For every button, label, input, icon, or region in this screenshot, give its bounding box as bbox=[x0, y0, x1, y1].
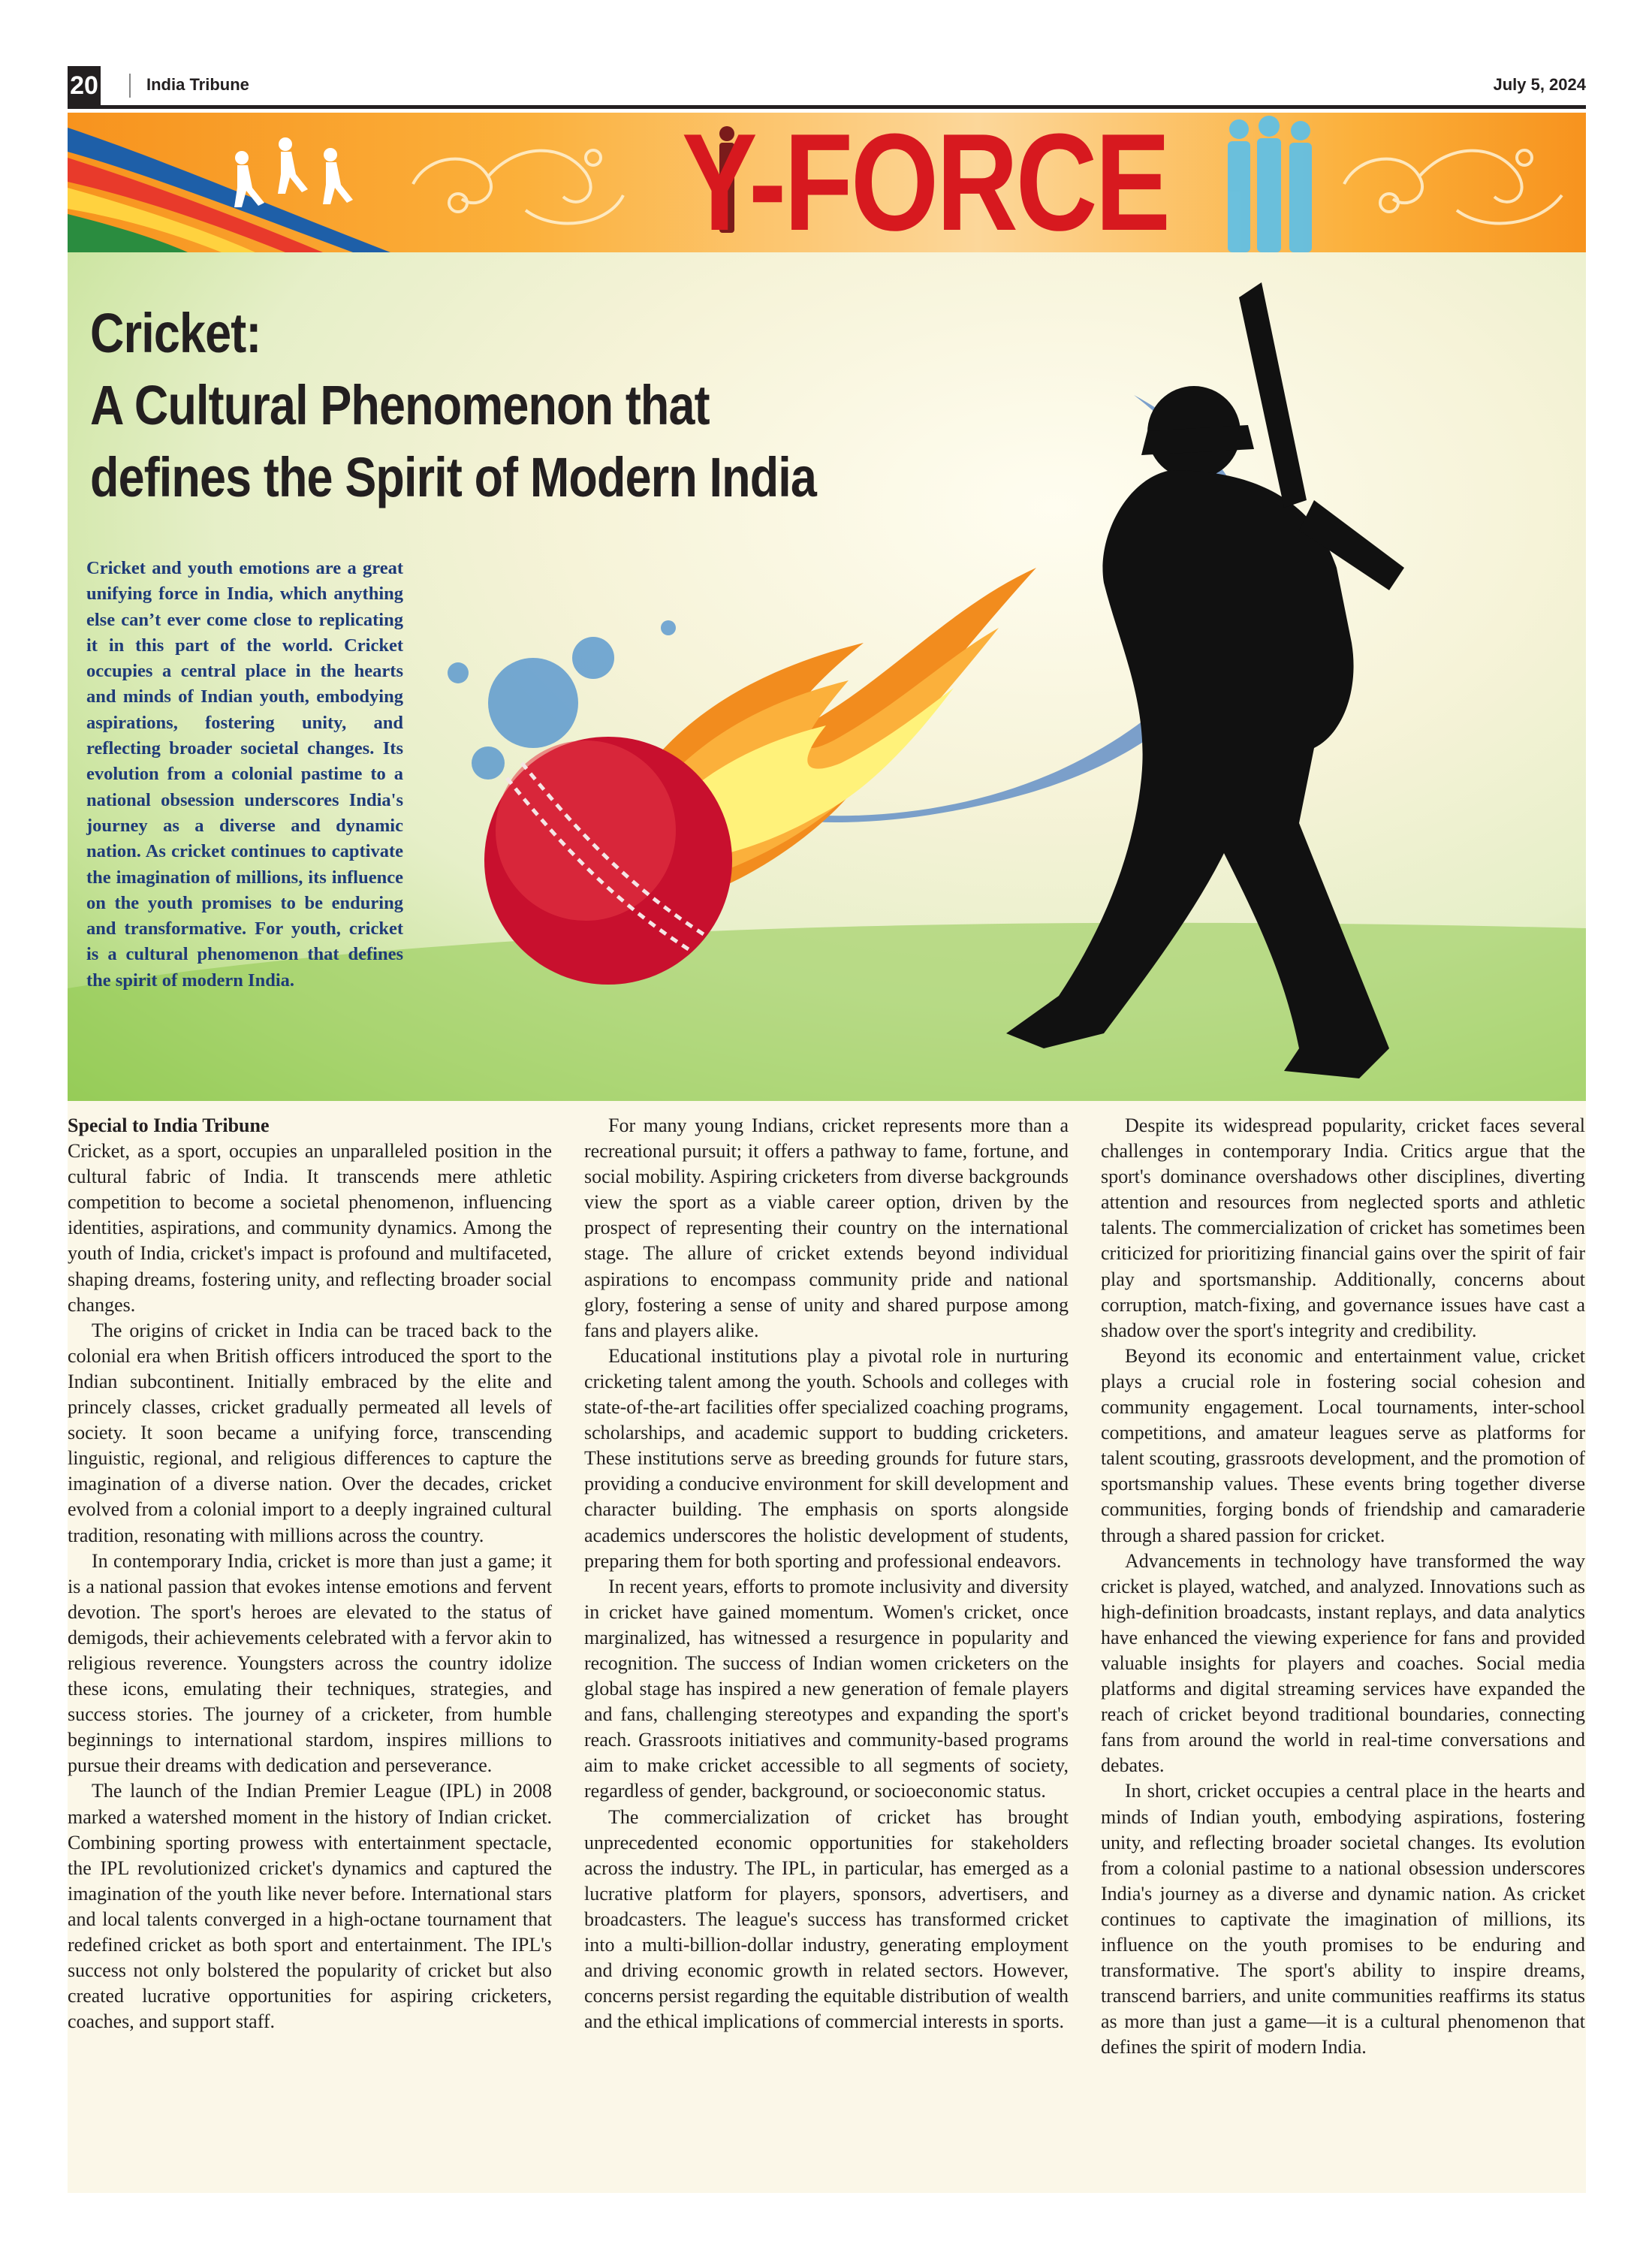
paragraph: The launch of the Indian Premier League (IPL) in 2008 marked a watershed moment in the history of Indian cricket. Combining sporting prowess with entertainment spectacle, the IPL revolutionized cricket's dynamics and captured the imagination of the youth like never before. International stars and local talents converged in a high-octane tournament that redefined cricket as both sport and entertainment. The IPL's success not only bolstered the popularity of cricket but also created lucrative opportunities for aspiring cricketers, coaches, and support staff. bbox=[68, 1780, 552, 2033]
hero-illustration bbox=[68, 252, 1586, 1101]
page-number: 20 bbox=[68, 66, 101, 105]
publication-name: India Tribune bbox=[146, 75, 249, 94]
paragraph: Advancements in technology have transformed the way cricket is played, watched, and analyzed. Innovations such as high-definition broadcasts, instant replays, and data analytics have enhanced the viewing experience for fans and provided valuable insights for players and coaches. Social media platforms and digital streaming services have expanded the reach of cricket beyond traditional boundaries, connecting fans from around the world in real-time conversations and debates. bbox=[1101, 1549, 1585, 1777]
headline-line-3: defines the Spirit of Modern India bbox=[90, 446, 817, 508]
paragraph: Despite its widespread popularity, cricket faces several challenges in contemporary India. Critics argue that the sport's dominance overshadows other disciplines, diverting attention and resources from neglected sports and athletic talents. The commercialization of cricket has sometimes been criticized for prioritizing financial gains over the spirit of fair play and sportsmanship. Additionally, concerns about corruption, match-fixing, and governance issues have cast a shadow over the sport's integrity and credibility. bbox=[1101, 1114, 1585, 1341]
article-body bbox=[68, 1101, 1586, 2193]
headline-line-1: Cricket: bbox=[90, 302, 261, 364]
cricket-ball-icon bbox=[484, 737, 732, 985]
article-column-2 bbox=[584, 1113, 1069, 2034]
issue-date: July 5, 2024 bbox=[1493, 75, 1586, 94]
swirl-ornament-left bbox=[413, 150, 623, 223]
runners-icon bbox=[234, 137, 353, 207]
article-headline bbox=[90, 297, 945, 514]
paragraph: The origins of cricket in India can be traced back to the colonial era when British officers introduced the sport to the Indian subcontinent. Initially embraced by the elite and princely classes, cricket gradually permeated all levels of society. It soon became a unifying force, transcending linguistic, regional, and religious differences to capture the imagination of a diverse nation. Over the decades, cricket evolved from a colonial import to a deeply ingrained cultural tradition, resonating with millions across the country. bbox=[68, 1319, 552, 1546]
article-intro: Cricket and youth emotions are a great unifying force in India, which anything else can’t ever come close to replicating it in this part of the world. Cricket occupies a central place in the hearts and minds of Indian youth, embodying aspirations, fostering unity, and reflecting broader societal changes. Its evolution from a colonial pastime to a national obsession underscores India's journey as a diverse and dynamic nation. As cricket continues to captivate the imagination of millions, its influence on the youth promises to be enduring and transformative. For youth, cricket is a cultural phenomenon that defines the spirit of modern India. bbox=[86, 558, 403, 991]
headline-line-2: A Cultural Phenomenon that bbox=[90, 374, 710, 436]
paragraph: For many young Indians, cricket represents more than a recreational pursuit; it offers a pathway to fame, fortune, and social mobility. Aspiring cricketers from diverse backgrounds view the sport as a viable career option, driven by the prospect of representing their country on the international stage. The allure of cricket extends beyond individual aspirations to encompass community pride and national glory, fostering a sense of unity and shared purpose among fans and players alike. bbox=[584, 1114, 1069, 1341]
section-title: Y-FORCE bbox=[682, 113, 1168, 252]
article-column-3 bbox=[1101, 1113, 1585, 2060]
header-divider bbox=[129, 74, 131, 98]
people-icon bbox=[1228, 116, 1312, 252]
page-header bbox=[68, 66, 1586, 109]
paragraph: In contemporary India, cricket is more than just a game; it is a national passion that evokes intense emotions and fervent devotion. The sport's heroes are elevated to the status of demigods, their achievements celebrated with a fervor akin to religious reverence. Youngsters across the country idolize these icons, emulating their techniques, strategies, and success stories. The journey of a cricketer, from humble beginnings to international stardom, inspires millions to pursue their dreams with dedication and perseverance. bbox=[68, 1549, 552, 1777]
paragraph: Beyond its economic and entertainment value, cricket plays a crucial role in fostering social cohesion and community engagement. Local tournaments, inter-school competitions, and amateur leagues serve as platforms for talent scouting, grassroots development, and the promotion of sportsmanship values. These events bring together diverse communities, forging bonds of friendship and camaraderie through a shared passion for cricket. bbox=[1101, 1344, 1585, 1546]
paragraph: In recent years, efforts to promote inclusivity and diversity in cricket have gained momentum. Women's cricket, once marginalized, has witnessed a resurgence in popularity and recognition. The success of Indian women cricketers on the global stage has inspired a new generation of female players and fans, challenging stereotypes and expanding the sport's reach. Grassroots initiatives and community-based programs aim to make cricket accessible to all segments of society, regardless of gender, background, or socioeconomic status. bbox=[584, 1575, 1069, 1802]
paragraph: Educational institutions play a pivotal role in nurturing cricketing talent among the youth. Schools and colleges with state-of-the-art facilities offer specialized coaching programs, scholarships, and academic support to budding cricketers. These institutions serve as breeding grounds for future stars, providing a conducive environment for skill development and character building. The emphasis on sports alongside academics underscores the holistic development of students, preparing them for both sporting and professional endeavors. bbox=[584, 1344, 1069, 1572]
article-column-1 bbox=[68, 1113, 552, 2034]
paragraph: In short, cricket occupies a central place in the hearts and minds of Indian youth, embodying aspirations, fostering unity, and reflecting broader societal changes. Its evolution from a colonial pastime to a national obsession underscores India's journey as a diverse and dynamic nation. As cricket continues to captivate the imagination of millions, its influence on the youth promises to be enduring and transformative. The sport's ability to inspire dreams, transcend barriers, and unite communities reaffirms its status as more than just a game—it is a cultural phenomenon that defines the spirit of modern India. bbox=[1101, 1780, 1585, 2058]
paragraph: The commercialization of cricket has brought unprecedented economic opportunities for stakeholders across the industry. The IPL, in particular, has emerged as a lucrative platform for players, sponsors, advertisers, and broadcasters. The league's success has transformed cricket into a multi-billion-dollar industry, generating employment and driving economic growth in related sectors. However, concerns persist regarding the equitable distribution of wealth and the ethical implications of commercial interests in sports. bbox=[584, 1805, 1069, 2033]
byline: Special to India Tribune bbox=[68, 1114, 270, 1136]
section-banner bbox=[68, 113, 1586, 252]
swirl-ornament-right bbox=[1344, 150, 1562, 223]
paragraph: Cricket, as a sport, occupies an unparalleled position in the cultural fabric of India. It transcends mere athletic competition to become a societal phenomenon, influencing identities, aspirations, and community dynamics. Among the youth of India, cricket's impact is profound and multifaceted, shaping dreams, fostering unity, and reflecting broader social changes. bbox=[68, 1140, 552, 1316]
